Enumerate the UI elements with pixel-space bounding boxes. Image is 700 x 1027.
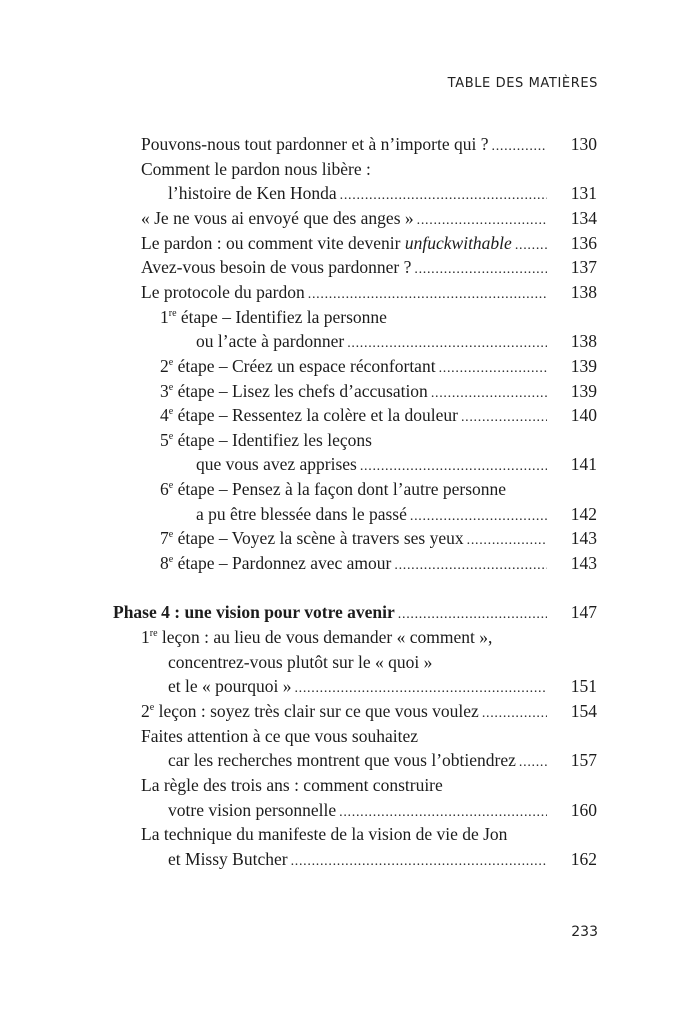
toc-entry-title <box>113 602 395 623</box>
title-text: Pouvons-nous tout pardonner et à n’importe qui ? <box>141 134 489 154</box>
toc-page-number: 140 <box>570 405 597 426</box>
toc-entry-line <box>196 503 597 526</box>
toc-entry-line <box>141 627 492 649</box>
toc-entry-title <box>160 381 428 402</box>
ordinal-superscript: re <box>149 628 158 639</box>
ordinal-superscript: e <box>168 430 174 442</box>
toc-entry-line <box>141 824 507 846</box>
page-number: 233 <box>571 924 598 940</box>
toc-entry-title <box>141 726 418 747</box>
toc-entry-line <box>141 257 597 279</box>
toc-entry-title <box>141 824 507 845</box>
toc-entry-title <box>168 183 337 204</box>
toc-entry-title <box>141 233 512 254</box>
toc-entry-title <box>160 430 372 451</box>
toc-entry-line <box>141 159 371 181</box>
title-text: concentrez-vous plutôt sur le « quoi » <box>168 651 433 672</box>
toc-entry-line <box>168 183 597 205</box>
title-text: 4 <box>160 405 169 426</box>
toc-entry-line <box>168 799 597 822</box>
title-text: étape – Pardonnez avec amour <box>173 553 392 574</box>
dot-leader <box>467 533 547 549</box>
dot-leader <box>294 681 547 697</box>
title-text: et Missy Butcher <box>168 848 288 869</box>
toc-entry-title <box>160 528 464 549</box>
title-text: 1 <box>160 306 169 327</box>
dot-leader <box>394 558 547 574</box>
toc-entry-title <box>168 750 516 771</box>
toc-entry-title <box>141 775 443 796</box>
toc-page-number: 137 <box>570 257 597 278</box>
toc-entry-line <box>168 652 432 674</box>
title-text: étape – Ressentez la colère et la douleur <box>173 405 458 426</box>
dot-leader <box>398 607 547 623</box>
toc-page-number: 162 <box>570 848 597 869</box>
toc-page-number: 141 <box>570 454 597 475</box>
ordinal-superscript: e <box>168 529 174 541</box>
title-text: 6 <box>160 479 169 500</box>
toc-entry-line <box>141 281 597 304</box>
toc-entry-title <box>141 257 411 278</box>
title-text: étape – Identifiez les leçons <box>173 429 372 450</box>
toc-entry-title <box>160 405 458 426</box>
title-text: La technique du manifeste de la vision de vie de Jon <box>141 824 508 845</box>
toc-entry-title <box>141 282 305 303</box>
title-text: 3 <box>160 380 169 401</box>
toc-entry-title <box>160 307 387 328</box>
toc-page-number: 139 <box>570 355 597 376</box>
title-text: et le « pourquoi » <box>168 676 292 697</box>
title-text: votre vision personnelle <box>168 799 337 820</box>
toc-entry-title <box>196 331 344 352</box>
title-text: étape – Pensez à la façon dont l’autre personne <box>173 479 507 500</box>
title-text: étape – Voyez la scène à travers ses yeux <box>173 528 464 549</box>
toc-entry-title <box>141 208 414 229</box>
toc-entry-title <box>141 134 489 155</box>
toc-page-number: 143 <box>570 528 597 549</box>
ordinal-superscript: e <box>168 554 174 566</box>
title-text: 5 <box>160 429 169 450</box>
running-header: TABLE DES MATIÈRES <box>447 76 598 91</box>
dot-leader <box>515 238 547 254</box>
title-text: que vous avez apprises <box>196 454 357 475</box>
toc-page-number: 160 <box>570 799 597 820</box>
title-text: 1 <box>141 627 150 647</box>
toc-entry-title <box>168 800 336 821</box>
title-text: 2 <box>141 700 150 721</box>
dot-leader <box>347 336 547 352</box>
title-text: 2 <box>160 355 169 376</box>
title-text: 8 <box>160 553 169 574</box>
toc-page-number: 147 <box>570 602 597 623</box>
toc-entry-line <box>160 528 597 550</box>
title-text: Avez-vous besoin de vous pardonner ? <box>141 257 412 278</box>
toc-page-number: 130 <box>570 134 597 154</box>
toc-entry-title <box>141 701 479 722</box>
toc-page-number: 154 <box>570 700 597 721</box>
toc-entry-title <box>160 553 391 574</box>
dot-leader <box>439 361 547 377</box>
ordinal-superscript: re <box>168 307 177 319</box>
ordinal-superscript: e <box>168 406 174 418</box>
title-text: 7 <box>160 528 169 549</box>
dot-leader <box>308 287 547 303</box>
toc-entry-line <box>168 750 597 772</box>
dot-leader <box>417 213 547 229</box>
dot-leader <box>410 509 547 525</box>
title-text: « Je ne vous ai envoyé que des anges » <box>141 207 414 228</box>
dot-leader <box>291 854 547 870</box>
toc-entry-line <box>160 479 506 501</box>
title-text: a pu être blessée dans le passé <box>196 503 407 524</box>
ordinal-superscript: e <box>168 356 174 368</box>
toc-entry-title <box>141 627 492 648</box>
toc-entry-title <box>196 504 407 525</box>
toc-entry-line <box>160 355 597 378</box>
toc-entry-title <box>168 676 291 697</box>
toc-page-number: 138 <box>570 331 597 352</box>
toc-entry-line <box>113 602 597 624</box>
toc-entry-line <box>168 676 597 698</box>
dot-leader <box>339 805 547 821</box>
toc-entry-line <box>160 430 372 452</box>
toc-page-number: 136 <box>570 232 597 253</box>
toc-entry-line <box>141 134 597 156</box>
title-text: ou l’acte à pardonner <box>196 331 345 352</box>
toc-entry-title <box>168 849 288 870</box>
title-text: l’histoire de Ken Honda <box>168 183 337 204</box>
title-text: Le protocole du pardon <box>141 281 305 302</box>
toc-entry-line <box>196 331 597 353</box>
title-text: Faites attention à ce que vous souhaitez <box>141 725 419 746</box>
title-text: Le pardon : ou comment vite devenir <box>141 232 405 253</box>
title-text: étape – Lisez les chefs d’accusation <box>173 380 428 401</box>
dot-leader <box>492 139 547 155</box>
title-text: La règle des trois ans : comment construire <box>141 774 443 795</box>
title-text: car les recherches montrent que vous l’obtiendrez <box>168 750 516 771</box>
dot-leader <box>340 188 547 204</box>
dot-leader <box>482 706 547 722</box>
toc-entry-line <box>141 207 597 230</box>
dot-leader <box>519 755 547 771</box>
toc-page-number: 138 <box>570 281 597 302</box>
title-text: étape – Créez un espace réconfortant <box>173 355 436 376</box>
ordinal-superscript: e <box>168 381 174 393</box>
toc-entry-line <box>141 232 597 255</box>
ordinal-superscript: e <box>149 701 155 713</box>
title-text: leçon : au lieu de vous demander « comment », <box>157 627 493 647</box>
toc-page-number: 143 <box>570 553 597 574</box>
title-text: unfuckwithable <box>404 232 512 253</box>
toc-page-number: 134 <box>570 207 597 228</box>
title-text: Comment le pardon nous libère : <box>141 158 371 179</box>
dot-leader <box>360 459 547 475</box>
title-text: Phase 4 : une vision pour votre avenir <box>113 602 395 623</box>
toc-entry-title <box>160 356 436 377</box>
toc-entry-title <box>160 479 506 500</box>
toc-entry-line <box>160 405 597 427</box>
toc-page-number: 151 <box>570 676 597 697</box>
toc-entry-line <box>141 775 443 797</box>
toc-page-number: 139 <box>570 380 597 401</box>
toc-entry-title <box>141 159 371 180</box>
toc-entry-line <box>141 726 418 748</box>
ordinal-superscript: e <box>168 480 174 492</box>
toc-entry-title <box>168 652 432 673</box>
toc-entry-line <box>196 454 597 476</box>
toc-page-number: 142 <box>570 503 597 524</box>
title-text: étape – Identifiez la personne <box>176 306 387 327</box>
toc-entry-line <box>168 848 597 871</box>
dot-leader <box>461 410 547 426</box>
toc-entry-line <box>160 307 387 329</box>
toc-entry-line <box>160 553 597 575</box>
toc-entry-line <box>141 700 597 723</box>
toc-page-number: 131 <box>570 183 597 204</box>
dot-leader <box>414 262 547 278</box>
toc-page-number: 157 <box>570 750 597 771</box>
dot-leader <box>431 386 547 402</box>
toc-entry-title <box>196 454 357 475</box>
toc-entry-line <box>160 380 597 403</box>
title-text: leçon : soyez très clair sur ce que vous voulez <box>154 700 479 721</box>
